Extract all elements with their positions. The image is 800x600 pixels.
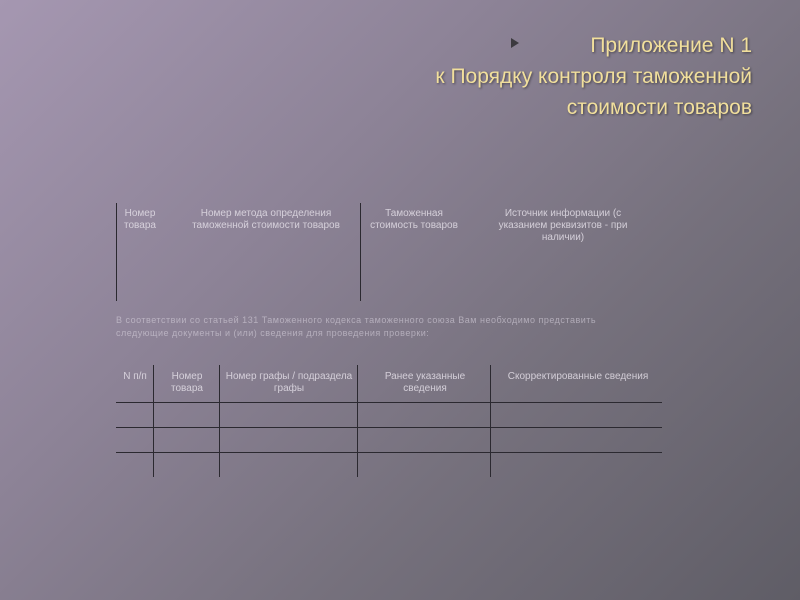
table-column-divider xyxy=(153,365,154,477)
column-header-previous-info: Ранее указанные сведения xyxy=(384,371,466,394)
column-header-customs-value: Таможенная стоимость товаров xyxy=(370,208,458,231)
table-row-divider xyxy=(116,427,662,428)
column-header-row-number: N п/п xyxy=(123,371,147,382)
table-column-divider xyxy=(360,203,361,301)
table-row-divider xyxy=(116,402,662,403)
table-column-divider xyxy=(219,365,220,477)
title-line-1: Приложение N 1 xyxy=(590,34,752,57)
request-paragraph: В соответствии со статьей 131 Таможенного кодекса таможенного союза Вам необходимо представить следующие документы и (или) сведения для проведения проверки: xyxy=(116,315,597,338)
column-header-box-number: Номер графы / подраздела графы xyxy=(225,371,353,394)
table-border-left xyxy=(116,203,117,301)
slide-title xyxy=(292,30,752,123)
column-header-info-source: Источник информации (с указанием реквизитов - при наличии) xyxy=(498,208,628,243)
title-line-2: к Порядку контроля таможенной xyxy=(435,65,752,88)
table-column-divider xyxy=(490,365,491,477)
corrections-table xyxy=(116,365,662,477)
column-header-method-number: Номер метода определения таможенной стоимости товаров xyxy=(192,208,340,231)
column-header-product-number: Номер товара xyxy=(171,371,203,394)
valuation-table xyxy=(116,203,646,301)
table-row-divider xyxy=(116,452,662,453)
table-column-divider xyxy=(357,365,358,477)
column-header-corrected-info: Скорректированные сведения xyxy=(507,371,649,382)
title-line-3: стоимости товаров xyxy=(566,96,752,119)
column-header-product-number: Номер товара xyxy=(124,208,156,231)
